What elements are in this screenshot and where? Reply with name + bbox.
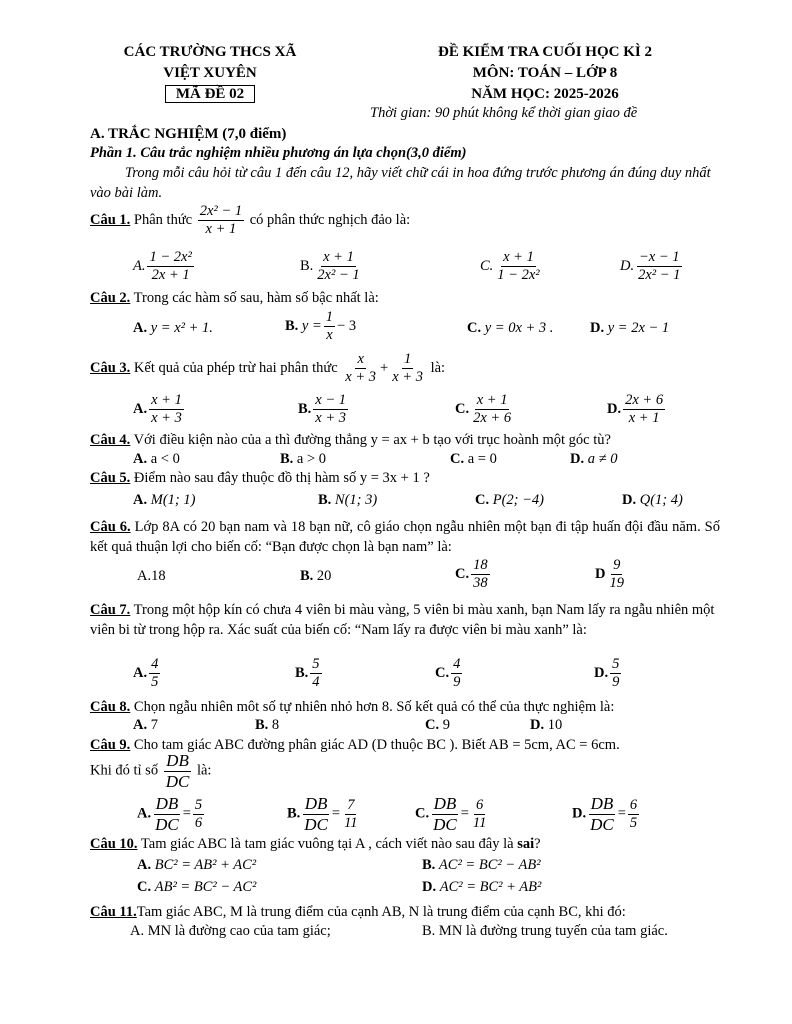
q1-option-c: C. $\frac{x + 1}{\text{1 − 2x²}}$ [480,249,540,284]
exam-code: MÃ ĐỀ 02 [165,85,255,103]
q3-text: Kết quả của phép trừ hai phân thức [133,360,338,377]
q2-text: Trong các hàm số sau, hàm số bậc nhất là: [133,290,379,306]
q11-option-a: A. MN là đường cao của tam giác; [130,923,331,939]
question-2 [90,290,379,307]
q1-option-d: D. $\frac{-x - 1}{\text{2x² − 1}}$ [620,249,681,284]
q1-option-a: A. $\frac{\text{1 − 2x²}}{2x + 1}$ [133,249,192,284]
q2-option-d: D. y = 2x − 1 [590,320,670,336]
q7-text: Trong một hộp kín có chưa 4 viên bi màu vàng, 5 viên bi màu xanh, bạn Nam lấy ra ngẫu nhiên một viên bi từ trong hộp ra. Xác suất của biến cố: “Nam lấy ra được viên bi màu xanh” là: [90,602,715,638]
q3-option-a: A. $\frac{x + 1}{x + 3}$ [133,392,182,427]
q7-option-b: B. $\frac{5}{4}$ [295,656,320,691]
exam-subject: MÔN: TOÁN – LỚP 8 [472,65,618,81]
q6-option-c: C. $\frac{18}{38}$ [455,557,488,592]
q5-label: Câu 5. [90,470,131,486]
question-11 [90,904,626,921]
question-3: Câu 3. Kết quả của phép trừ hai phân thức $\frac{x}{x + 3}$ + $\frac{1}{x + 3}$ là: [90,351,446,386]
q4-label: Câu 4. [90,432,131,448]
q5-option-a: A. M(1; 1) [133,492,196,508]
q10-label: Câu 10. [90,836,138,852]
q4-text: Với điều kiện nào của a thì đường thẳng y = ax + b tạo với trục hoành một góc tù? [133,432,611,448]
q8-option-a: A. 7 [133,717,158,733]
school-commune: VIỆT XUYÊN [163,65,257,81]
q11-option-b: B. MN là đường trung tuyến của tam giác. [422,923,668,939]
question-5 [90,470,430,487]
q3-fraction-1: $\frac{x}{x + 3}$ [345,351,377,386]
q8-label: Câu 8. [90,699,131,715]
q10-option-d: D. AC² = BC² + AB² [422,879,542,895]
q1-fraction: $\frac{\text{2x² − 1}}{x + 1}$ [199,203,243,238]
question-6 [90,517,720,557]
q4-option-a: A. a < 0 [133,451,180,467]
q2-option-a: A. y = x² + 1. [133,320,213,336]
q7-option-a: A. $\frac{4}{5}$ [133,656,159,691]
q1-option-b: B. $\frac{x + 1}{\text{2x² − 1}}$ [300,249,360,284]
exam-code-box [160,86,260,103]
part1-instructions: Trong mỗi câu hỏi từ câu 1 đến câu 12, hãy viết chữ cái in hoa đứng trước phương án đúng duy nhất vào bài làm. [90,165,711,201]
q9-line2: Khi đó tỉ số $\frac{DB}{DC}$ là: [90,751,212,791]
q5-option-d: D. Q(1; 4) [622,492,683,508]
q3-tail: là: [430,360,446,377]
question-8 [90,699,614,716]
exam-year: NĂM HỌC: 2025-2026 [471,86,619,102]
school-name: CÁC TRƯỜNG THCS XÃ [123,44,297,60]
q10-text: Tam giác ABC là tam giác vuông tại A , cách viết nào sau đây là [140,836,514,852]
q4-option-d: D. a ≠ 0 [570,451,618,467]
q9-option-d: D. $\frac{DB}{DC}$ = $\frac{6}{5}$ [572,794,638,834]
q11-text: Tam giác ABC, M là trung điểm của cạnh AB, N là trung điểm của cạnh BC, khi đó: [136,904,626,920]
exam-time: Thời gian: 90 phút không kể thời gian giao đề [370,105,638,121]
question-10: Câu 10. Tam giác ABC là tam giác vuông tại A , cách viết nào sau đây là sai? [90,836,541,852]
q7-label: Câu 7. [90,602,131,618]
q10-option-c: C. AB² = BC² − AC² [137,879,257,895]
q9-option-c: C. $\frac{DB}{DC}$ = $\frac{6}{11}$ [415,794,487,834]
exam-title: ĐỀ KIỂM TRA CUỐI HỌC KÌ 2 [438,44,652,60]
section-a-title: A. TRẮC NGHIỆM (7,0 điểm) [90,126,287,142]
q7-option-d: D. $\frac{5}{9}$ [594,656,620,691]
q8-option-d: D. 10 [530,717,563,733]
q5-option-b: B. N(1; 3) [318,492,378,508]
q9-text: Cho tam giác ABC đường phân giác AD (D thuộc BC ). Biết AB = 5cm, AC = 6cm. [133,737,620,753]
q7-option-c: C. $\frac{4}{9}$ [435,656,461,691]
q1-tail: có phân thức nghịch đảo là: [249,212,411,229]
q1-text: Phân thức [133,212,193,229]
q4-option-c: C. a = 0 [450,451,497,467]
q8-option-c: C. 9 [425,717,450,733]
part1-title: Phần 1. Câu trắc nghiệm nhiều phương án lựa chọn(3,0 điểm) [90,145,467,161]
q3-option-d: D. $\frac{2x + 6}{x + 1}$ [607,392,664,427]
q8-text: Chọn ngẫu nhiên môt số tự nhiên nhỏ hơn 8. Số kết quả có thể của thực nghiệm là: [133,699,615,715]
q1-label: Câu 1. [90,212,131,229]
question-7 [90,600,720,640]
q3-fraction-2: $\frac{1}{x + 3}$ [392,351,423,386]
q2-label: Câu 2. [90,290,131,306]
q9-label: Câu 9. [90,737,131,753]
q8-option-b: B. 8 [255,717,280,733]
q3-option-c: C. $\frac{x + 1}{2x + 6}$ [455,392,512,427]
q2-option-c: C. y = 0x + 3 . [467,320,554,336]
q6-option-a: A.18 [137,568,166,584]
q5-text: Điểm nào sau đây thuộc đồ thị hàm số y = 3x + 1 ? [133,470,430,486]
question-1 [90,204,410,237]
q10-emphasis: sai [517,836,535,852]
q2-option-b: B. y = $\frac{1}{x}$ − 3 [285,309,357,344]
q6-option-d: D $\frac{9}{19}$ [595,557,624,592]
q9-option-b: B. $\frac{DB}{DC}$ = $\frac{7}{11}$ [287,794,358,834]
q3-label: Câu 3. [90,360,131,377]
q9-option-a: A. $\frac{DB}{DC}$ = $\frac{5}{6}$ [137,794,203,834]
q6-option-b: B. 20 [300,568,332,584]
q11-label: Câu 11. [90,904,137,920]
q10-option-b: B. AC² = BC² − AB² [422,857,541,873]
question-4 [90,432,611,449]
q9-ratio: $\frac{DB}{DC}$ [165,751,190,791]
q6-label: Câu 6. [90,519,131,535]
q5-option-c: C. P(2; −4) [475,492,544,508]
q4-option-b: B. a > 0 [280,451,327,467]
q6-text: Lớp 8A có 20 bạn nam và 18 bạn nữ, cô giáo chọn ngẫu nhiên một bạn đi tập huấn đội đầu năm. Số kết quả thuận lợi cho biến cố: “Bạn được chọn là bạn nam” là: [90,519,720,555]
q10-option-a: A. BC² = AB² + AC² [137,857,257,873]
q3-option-b: B. $\frac{x - 1}{x + 3}$ [298,392,347,427]
